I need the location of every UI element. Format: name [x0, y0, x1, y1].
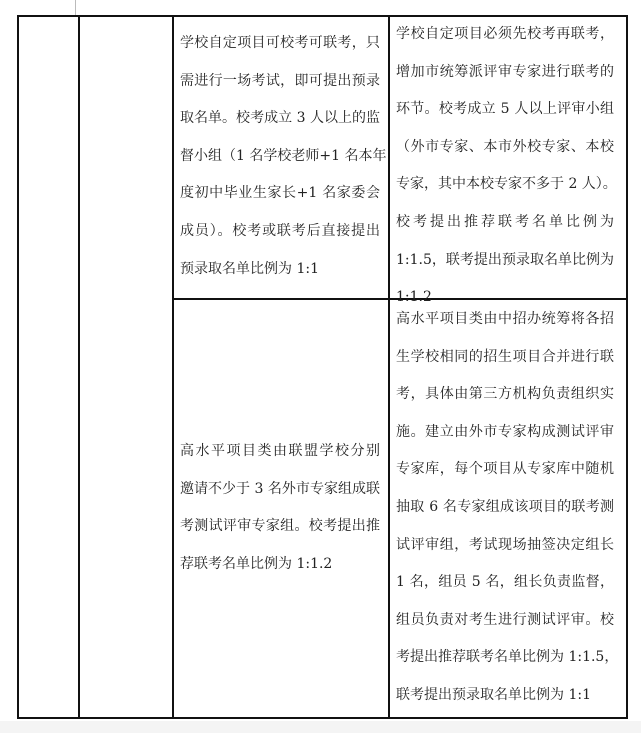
- text-line: 1:1.2: [396, 289, 432, 306]
- text-line: 1:1.5，联考提出预录取名单比例为: [396, 251, 614, 268]
- col-border: [626, 15, 628, 719]
- cell-row2-joint-method: [396, 301, 619, 715]
- table-bottom-border: [17, 717, 628, 719]
- previous-row-line: [75, 0, 76, 15]
- text-line: 抽取 6 名专家组成该项目的联考测: [396, 498, 614, 515]
- text-line: 试评审组，考试现场抽签决定组长: [396, 536, 614, 553]
- text-line: 组员负责对考生进行测试评审。校: [396, 611, 614, 628]
- col-border: [17, 15, 19, 719]
- text-line: 取名单。校考成立 3 人以上的监: [180, 110, 380, 127]
- text-line: 学校自定项目必须先校考再联考，: [396, 26, 614, 42]
- text-line: 生学校相同的招生项目合并进行联: [396, 348, 614, 365]
- text-line: 督小组（1 名学校老师+1 名本年: [180, 147, 387, 164]
- col-border: [388, 15, 390, 719]
- text-line: 增加市统筹派评审专家进行联考的: [396, 63, 614, 80]
- text-line: 成员）。校考或联考后直接提出: [180, 222, 380, 239]
- text-line: 1 名，组员 5 名，组长负责监督，: [396, 574, 614, 591]
- text-line: 考，具体由第三方机构负责组织实: [396, 386, 614, 403]
- text-line: 需进行一场考试，即可提出预录: [180, 72, 380, 89]
- text-line: 考提出推荐联考名单比例为 1:1.5，: [396, 649, 619, 666]
- text-line: 施。建立由外市专家构成测试评审: [396, 423, 614, 440]
- text-line: 专家，其中本校专家不多于 2 人）。: [396, 176, 617, 193]
- page-bottom-margin: [0, 721, 641, 733]
- text-line: 高水平项目类由中招办统筹将各招: [396, 311, 614, 327]
- cell-row1-joint-method: [396, 16, 617, 317]
- text-line: 邀请不少于 3 名外市专家组成联: [180, 480, 380, 497]
- col-border: [172, 15, 174, 719]
- text-line: 高水平项目类由联盟学校分别: [180, 443, 380, 459]
- text-line: 联考提出预录取名单比例为 1:1: [396, 686, 591, 703]
- text-line: 荐联考名单比例为 1:1.2: [180, 555, 333, 572]
- text-line: 学校自定项目可校考可联考，只: [180, 35, 380, 51]
- text-line: 专家库，每个项目从专家库中随机: [396, 461, 614, 478]
- cell-row2-school-method: [180, 433, 380, 583]
- cell-row1-school-method: [180, 25, 387, 288]
- text-line: 环节。校考成立 5 人以上评审小组: [396, 101, 614, 118]
- text-line: 校考提出推荐联考名单比例为: [396, 213, 614, 230]
- text-line: 度初中毕业生家长+1 名家委会: [180, 185, 380, 202]
- text-line: 考测试评审专家组。校考提出推: [180, 518, 380, 535]
- text-line: （外市专家、本市外校专家、本校: [396, 138, 614, 155]
- text-line: 预录取名单比例为 1:1: [180, 260, 319, 277]
- col-border: [78, 15, 80, 719]
